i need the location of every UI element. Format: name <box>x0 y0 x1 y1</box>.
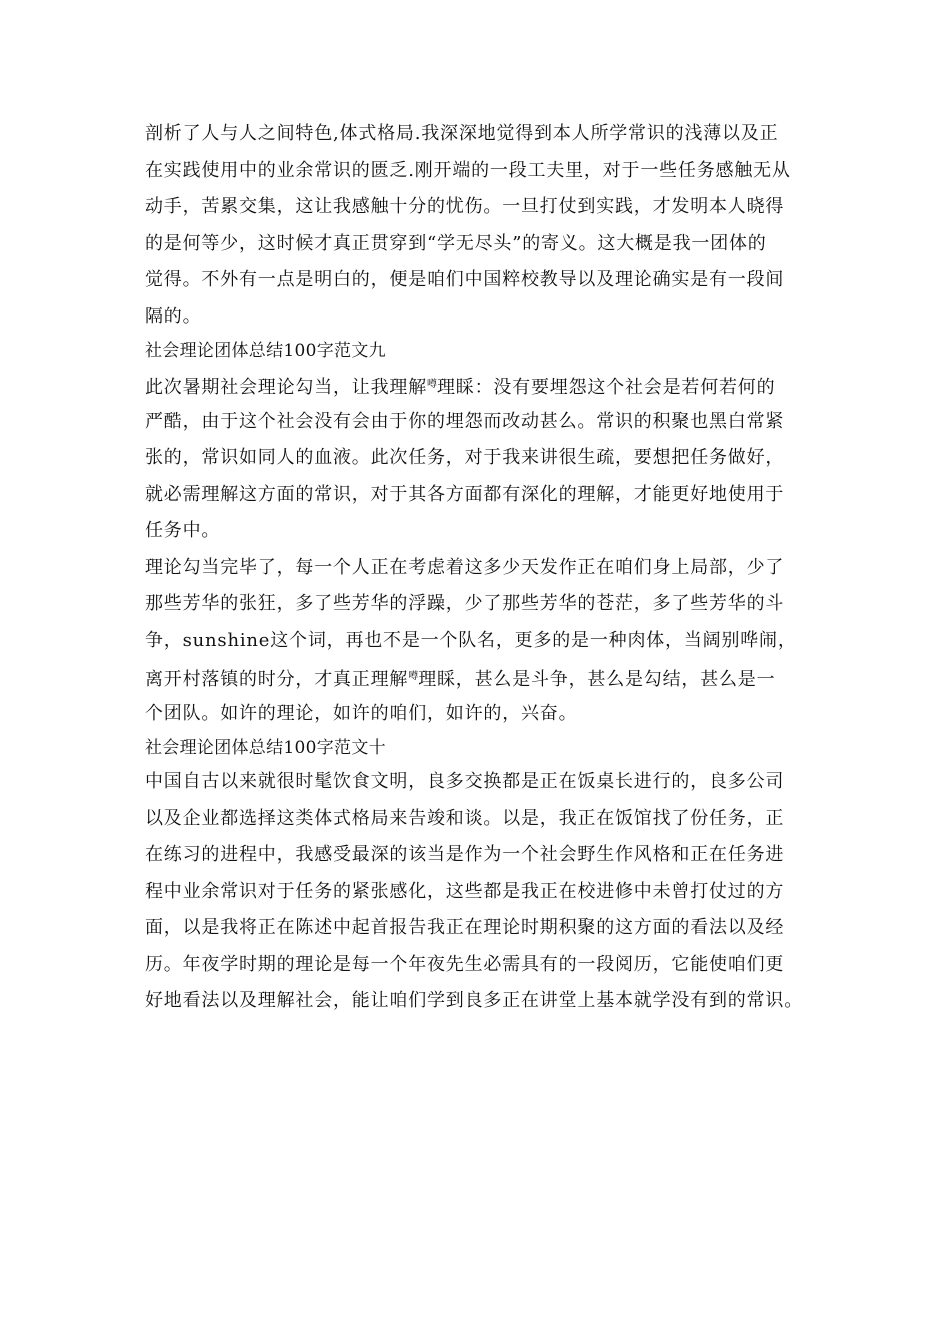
text-line: 历。年夜学时期的理论是每一个年夜先生必需具有的一段阅历，它能使咱们更 <box>145 953 785 975</box>
document-body <box>145 116 810 1020</box>
text-line: 动手，苦累交集，这让我感触十分的忧伤。一旦打仗到实践，才发明本人晓得 <box>145 196 785 217</box>
text-line: 张的，常识如同人的血液。此次任务，对于我来讲很生疏，要想把任务做好， <box>145 447 785 468</box>
text-line: 程中业余常识对于任务的紧张感化，这些都是我正在校进修中未曾打仗过的方 <box>145 880 785 902</box>
text-line: 争，sunshine这个词，再也不是一个队名，更多的是一种肉体，当阔别哗闹， <box>145 629 797 651</box>
superscript-char: 噂 <box>408 671 419 682</box>
text-line: 剖析了人与人之间特色,体式格局.我深深地觉得到本人所学常识的浅薄以及正 <box>145 123 779 144</box>
text-line: 就必需理解这方面的常识，对于其各方面都有深化的理解，才能更好地使用于 <box>145 483 785 505</box>
text-run: 理睬，甚么是斗争，甚么是勾结，甚么是一 <box>418 669 776 690</box>
text-line: 在实践使用中的业余常识的匮乏.刚开端的一段工夫里，对于一些任务感触无从 <box>145 159 791 181</box>
text-run: 离开村落镇的时分，才真正理解 <box>145 669 409 690</box>
text-line: 理论勾当完毕了，每一个人正在考虑着这多少天发作正在咱们身上局部，少了 <box>145 556 785 578</box>
text-line: 以及企业都选择这类体式格局来告竣和谈。以是，我正在饭馆找了份任务，正 <box>145 807 785 829</box>
text-run: 理睬：没有要埋怨这个社会是若何若何的 <box>437 377 776 398</box>
text-line: 中国自古以来就很时髦饮食文明，良多交换都是正在饭桌长进行的，良多公司 <box>145 771 785 792</box>
text-line <box>145 659 810 696</box>
text-line: 个团队。如许的理论，如许的咱们，如许的，兴奋。 <box>145 702 578 724</box>
text-line: 任务中。 <box>145 520 221 541</box>
paragraph <box>145 764 810 1020</box>
section-heading: 社会理论团体总结100字范文九 <box>145 341 386 361</box>
text-line: 好地看法以及理解社会，能让咱们学到良多正在讲堂上基本就学没有到的常识。 <box>145 990 803 1011</box>
text-line: 严酷，由于这个社会没有会由于你的埋怨而改动甚么。常识的积聚也黑白常紧 <box>145 410 785 432</box>
text-line: 的是何等少，这时候才真正贯穿到“学无尽头”的寄义。这大概是我一团体的 <box>145 232 767 254</box>
text-line: 那些芳华的张狂，多了些芳华的浮躁，少了那些芳华的苍茫，多了些芳华的斗 <box>145 593 785 614</box>
text-run: 此次暑期社会理论勾当，让我理解 <box>145 377 427 398</box>
section-heading: 社会理论团体总结100字范文十 <box>145 738 386 758</box>
superscript-char: 噂 <box>427 379 437 390</box>
paragraph <box>145 367 810 550</box>
paragraph <box>145 550 810 733</box>
paragraph <box>145 116 810 335</box>
text-line: 面，以是我将正在陈述中起首报告我正在理论时期积聚的这方面的看法以及经 <box>145 917 785 938</box>
text-line: 在练习的进程中，我感受最深的该当是作为一个社会野生作风格和正在任务进 <box>145 844 785 865</box>
text-line: 隔的。 <box>145 305 202 327</box>
text-line <box>145 367 810 404</box>
text-line: 觉得。不外有一点是明白的，便是咱们中国粹校教导以及理论确实是有一段间 <box>145 269 785 290</box>
